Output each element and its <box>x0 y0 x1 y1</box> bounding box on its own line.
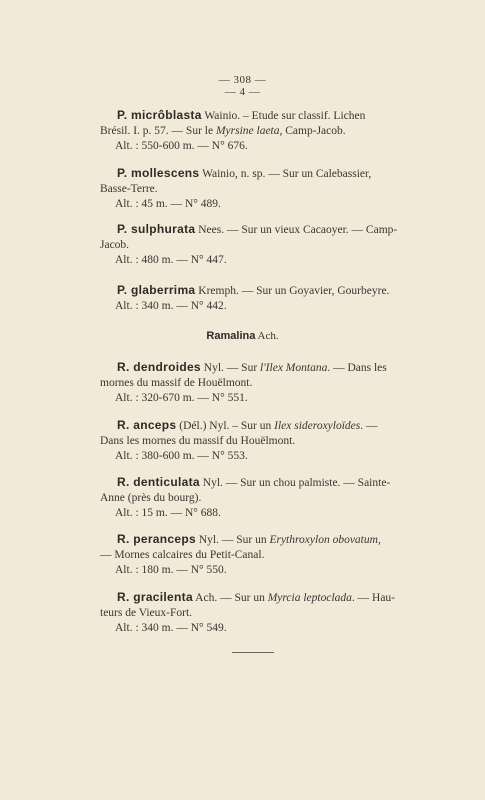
altitude-line: Alt. : 340 m. — N° 549. <box>115 622 227 634</box>
species-name: P. micrôblasta <box>117 108 202 122</box>
host-name: Myrcia leptoclada <box>267 592 352 604</box>
species-name: P. sulphurata <box>117 222 196 236</box>
entry-text: Nyl. — Sur un chou palmiste. — Sainte- <box>199 477 391 489</box>
species-entry <box>100 108 445 154</box>
species-name: R. gracilenta <box>117 590 193 604</box>
entry-text: . — Dans les <box>327 362 387 374</box>
entry-text: Nyl. — Sur un <box>195 534 270 546</box>
species-entry <box>100 418 445 464</box>
entry-text: Nees. — Sur un vieux Cacaoyer. — Camp- <box>195 224 398 236</box>
host-name: l'Ilex Montana <box>260 362 328 374</box>
host-name: Myrsine laeta <box>215 125 280 137</box>
entry-text: , Camp-Jacob. <box>279 125 346 137</box>
species-entry <box>100 532 445 578</box>
section-heading <box>0 330 485 342</box>
altitude-line: Alt. : 380-600 m. — N° 553. <box>115 450 248 462</box>
entry-text: Kremph. — Sur un Goyavier, Gourbeyre. <box>195 285 390 297</box>
entry-text: teurs de Vieux-Fort. <box>100 607 193 619</box>
entry-text: Nyl. — Sur <box>200 362 261 374</box>
entry-text: Basse-Terre. <box>100 183 158 195</box>
entry-text: . — Hau- <box>351 592 396 604</box>
species-name: R. anceps <box>117 418 177 432</box>
entry-text: Brésil. I. p. 57. — Sur le <box>100 125 216 137</box>
altitude-line: Alt. : 550-600 m. — N° 676. <box>115 140 248 152</box>
entry-text: (Dél.) Nyl. – Sur un <box>176 420 275 432</box>
host-name: Erythroxylon obovatum <box>269 534 378 546</box>
altitude-line: Alt. : 15 m. — N° 688. <box>115 507 221 519</box>
species-entry <box>100 475 445 521</box>
entry-text: , <box>377 534 381 546</box>
entry-text: — Mornes calcaires du Petit-Canal. <box>100 549 265 561</box>
species-name: R. peranceps <box>117 532 196 546</box>
altitude-line: Alt. : 340 m. — N° 442. <box>115 300 227 312</box>
species-entry <box>100 590 445 636</box>
host-name: Ilex sideroxyloïdes <box>274 420 361 432</box>
entry-text: Wainio. – Etude sur classif. Lichen <box>201 110 366 122</box>
altitude-line: Alt. : 320-670 m. — N° 551. <box>115 392 248 404</box>
species-name: P. glaberrima <box>117 283 196 297</box>
entry-text: mornes du massif de Houëlmont. <box>100 377 253 389</box>
species-entry <box>100 166 445 212</box>
genus-author: Ach. <box>257 330 279 342</box>
entry-text: Wainio, n. sp. — Sur un Calebassier, <box>199 168 372 180</box>
species-name: R. dendroides <box>117 360 201 374</box>
entry-text: Anne (près du bourg). <box>100 492 202 504</box>
altitude-line: Alt. : 45 m. — N° 489. <box>115 198 221 210</box>
entry-text: Jacob. <box>100 239 130 251</box>
entry-text: . — <box>360 420 378 432</box>
signature-mark: — 4 — <box>224 86 261 98</box>
end-rule <box>232 652 274 653</box>
genus-name: Ramalina <box>206 330 256 342</box>
species-entry <box>100 360 445 406</box>
species-name: R. denticulata <box>117 475 200 489</box>
page-number: — 308 — <box>218 74 267 86</box>
entry-text: Dans les mornes du massif du Houëlmont. <box>100 435 296 447</box>
altitude-line: Alt. : 480 m. — N° 447. <box>115 254 227 266</box>
altitude-line: Alt. : 180 m. — N° 550. <box>115 564 227 576</box>
entry-text: Ach. — Sur un <box>192 592 268 604</box>
species-name: P. mollescens <box>117 166 200 180</box>
species-entry <box>117 283 445 314</box>
species-entry <box>100 222 445 268</box>
